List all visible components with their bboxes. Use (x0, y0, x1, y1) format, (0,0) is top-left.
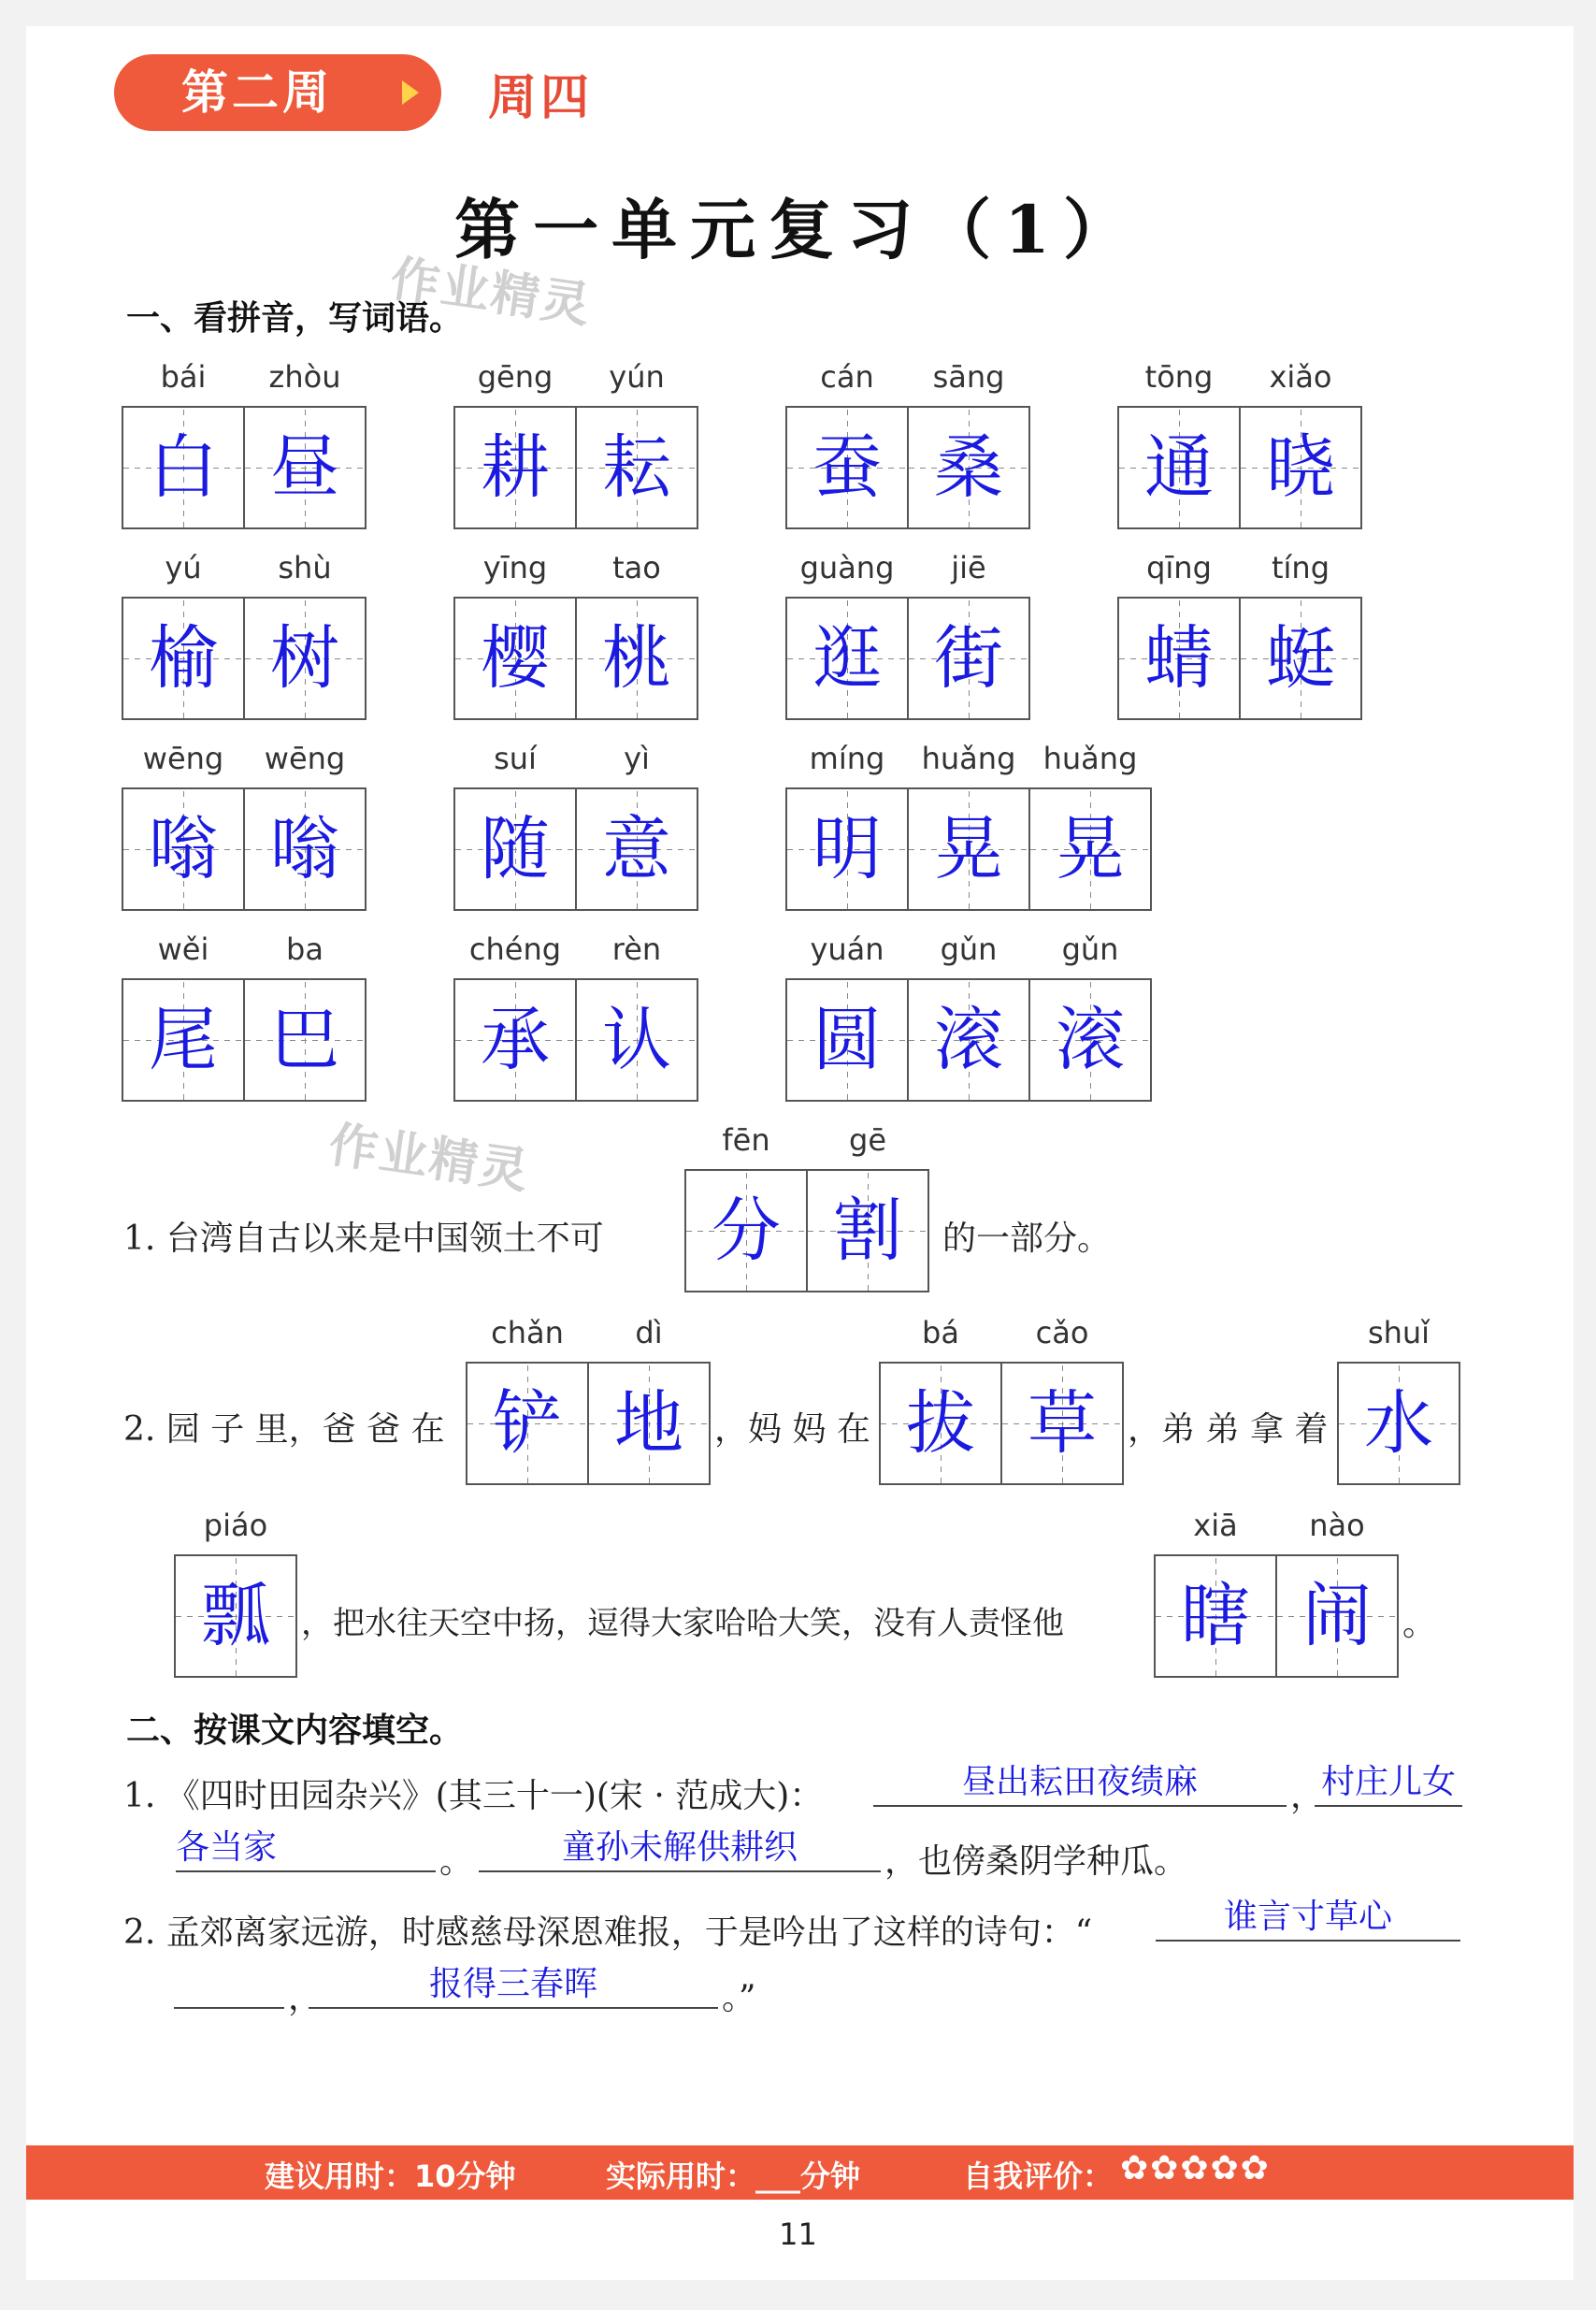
sentence-text: 。 (1402, 1605, 1437, 1643)
pinyin-label: bá (922, 1315, 959, 1350)
answer-char: 蜓 (1266, 618, 1335, 699)
answer-char: 嗡 (270, 809, 339, 889)
pinyin-label: wēng (264, 741, 346, 776)
pinyin-label: huǎng (1042, 741, 1138, 776)
pinyin-label: huǎng (921, 741, 1016, 776)
day-label: 周四 (488, 70, 594, 126)
answer-char: 通 (1144, 427, 1214, 508)
answer-char: 嗡 (149, 809, 218, 889)
pinyin-label: chéng (468, 931, 562, 967)
answer-text: 童孙未解供耕织 (561, 1828, 798, 1867)
pinyin-label: chǎn (491, 1315, 564, 1350)
sentence-text: ，把水往天空中扬，逗得大家哈哈大笑，没有人责怪他 (301, 1605, 1064, 1642)
word-grid (122, 359, 367, 529)
question-text: ，也傍桑阴学种瓜。 (884, 1842, 1188, 1881)
answer-char: 桃 (602, 618, 671, 699)
pinyin-label: cán (820, 359, 874, 395)
answer-char: 闹 (1302, 1576, 1372, 1656)
char-cell[interactable] (575, 931, 698, 1102)
answer-grid (684, 1122, 929, 1292)
pinyin-label: shuǐ (1367, 1315, 1431, 1350)
pinyin-label: guàng (799, 550, 895, 585)
char-cell[interactable] (575, 550, 698, 720)
pinyin-label: zhòu (268, 359, 341, 395)
answer-char: 滚 (1056, 1000, 1125, 1080)
word-grid (122, 931, 367, 1102)
pinyin-label: qīng (1146, 550, 1212, 585)
pinyin-label: yún (609, 359, 665, 395)
word-grid (453, 550, 698, 720)
pinyin-label: gēng (477, 359, 554, 395)
answer-blank[interactable] (1315, 1762, 1462, 1807)
char-cell[interactable] (243, 931, 367, 1102)
pinyin-label: míng (809, 741, 885, 776)
self-evaluation-label: 自我评价： (963, 2158, 1114, 2194)
answer-text: 各当家 (176, 1828, 278, 1867)
char-cell[interactable] (453, 550, 577, 720)
answer-char: 晓 (1266, 427, 1335, 508)
answer-blank[interactable] (176, 1827, 436, 1872)
word-grid (453, 931, 698, 1102)
char-cell[interactable] (466, 1315, 589, 1485)
char-cell[interactable] (1028, 741, 1152, 911)
answer-char: 瓢 (201, 1576, 270, 1656)
char-cell[interactable] (1239, 359, 1362, 529)
pinyin-label: shù (278, 550, 332, 585)
answer-char: 尾 (149, 1000, 218, 1080)
char-cell[interactable] (243, 550, 367, 720)
answer-blank[interactable] (873, 1762, 1287, 1807)
char-cell[interactable] (1117, 550, 1241, 720)
char-cell[interactable] (1028, 931, 1152, 1102)
word-grid (785, 931, 1152, 1102)
word-grid (785, 359, 1030, 529)
word-grid (785, 550, 1030, 720)
char-cell[interactable] (1154, 1508, 1277, 1678)
sentence-text: 2. 园 子 里，爸 爸 在 (123, 1410, 445, 1449)
answer-blank[interactable] (479, 1827, 881, 1872)
pinyin-label: jiē (951, 550, 986, 585)
pinyin-label: xiā (1193, 1508, 1238, 1543)
word-grid (1117, 550, 1362, 720)
pinyin-label: wěi (157, 931, 209, 967)
answer-char: 街 (934, 618, 1003, 699)
char-cell[interactable] (684, 1122, 808, 1292)
char-cell[interactable] (122, 931, 245, 1102)
char-cell[interactable] (122, 550, 245, 720)
answer-grid (174, 1508, 297, 1678)
watermark: 作业精灵 (387, 251, 596, 335)
pinyin-label: xiǎo (1269, 359, 1332, 395)
word-grid (453, 741, 698, 911)
char-cell[interactable] (1117, 359, 1241, 529)
answer-grid (466, 1315, 711, 1485)
answer-char: 逛 (812, 618, 882, 699)
pinyin-label: gǔn (940, 931, 998, 967)
answer-char: 耕 (481, 427, 550, 508)
pinyin-label: gǔn (1061, 931, 1119, 967)
pinyin-label: yú (165, 550, 202, 585)
char-cell[interactable] (1275, 1508, 1399, 1678)
answer-char: 承 (481, 1000, 550, 1080)
sentence-text: ，弟 弟 拿 着 (1128, 1410, 1329, 1449)
char-cell[interactable] (1337, 1315, 1460, 1485)
answer-char: 樱 (481, 618, 550, 699)
sentence-text: 1. 台湾自古以来是中国领土不可 (123, 1220, 604, 1258)
answer-text: 报得三春晖 (428, 1965, 597, 2003)
answer-char: 地 (614, 1383, 683, 1464)
answer-grid (879, 1315, 1124, 1485)
pinyin-label: yīng (482, 550, 548, 585)
suggested-time: 建议用时：10分钟 (265, 2158, 516, 2194)
char-cell[interactable] (122, 741, 245, 911)
question-text: 1. 《四时田园杂兴》(其三十一)(宋 · 范成大)： (123, 1777, 824, 1815)
answer-char: 瞎 (1181, 1576, 1250, 1656)
answer-char: 昼 (270, 427, 339, 508)
pinyin-label: sāng (932, 359, 1005, 395)
pinyin-label: suí (494, 741, 537, 776)
pinyin-label: gē (849, 1122, 886, 1158)
char-cell[interactable] (785, 359, 909, 529)
pinyin-label: yì (624, 741, 650, 776)
page-number: 11 (779, 2216, 817, 2252)
answer-char: 分 (712, 1191, 781, 1271)
answer-char: 认 (602, 1000, 671, 1080)
answer-char: 晃 (1056, 809, 1125, 889)
char-cell[interactable] (907, 550, 1030, 720)
answer-char: 随 (481, 809, 550, 889)
pinyin-label: wēng (142, 741, 224, 776)
answer-text: 谁言寸草心 (1223, 1898, 1392, 1936)
answer-char: 晃 (934, 809, 1003, 889)
answer-char: 蚕 (812, 427, 882, 508)
pinyin-label: tao (612, 550, 661, 585)
answer-char: 巴 (270, 1000, 339, 1080)
punctuation: ， (1290, 1777, 1325, 1815)
pinyin-label: cǎo (1035, 1315, 1089, 1350)
answer-char: 圆 (812, 1000, 882, 1080)
word-grid (453, 359, 698, 529)
char-cell[interactable] (785, 550, 909, 720)
question-text: 。” (722, 1979, 756, 2017)
word-grid (122, 550, 367, 720)
pinyin-label: bái (160, 359, 207, 395)
arrow-right-icon (402, 80, 419, 105)
answer-blank[interactable] (1156, 1897, 1460, 1942)
pinyin-label: yuán (810, 931, 884, 967)
answer-blank[interactable] (174, 1964, 284, 2009)
char-cell[interactable] (575, 741, 698, 911)
pinyin-label: dì (635, 1315, 663, 1350)
punctuation: 。 (439, 1842, 474, 1881)
answer-char: 白 (149, 427, 218, 508)
punctuation: ， (288, 1979, 323, 2017)
answer-char: 水 (1364, 1383, 1433, 1464)
word-grid (1117, 359, 1362, 529)
char-cell[interactable] (785, 741, 909, 911)
watermark: 作业精灵 (325, 1117, 534, 1201)
char-cell[interactable] (453, 359, 577, 529)
answer-char: 滚 (934, 1000, 1003, 1080)
pinyin-label: tōng (1144, 359, 1214, 395)
answer-char: 铲 (493, 1383, 562, 1464)
char-cell[interactable] (907, 931, 1030, 1102)
char-cell[interactable] (575, 359, 698, 529)
pinyin-label: piáo (203, 1508, 268, 1543)
section-heading: 一、看拼音，写词语。 (126, 299, 464, 338)
char-cell[interactable] (122, 359, 245, 529)
answer-char: 蜻 (1144, 618, 1214, 699)
actual-time[interactable]: 实际用时：___分钟 (606, 2158, 861, 2194)
pinyin-label: fēn (722, 1122, 770, 1158)
pinyin-label: ba (286, 931, 324, 967)
week-label: 第二周 (114, 54, 441, 131)
char-cell[interactable] (453, 931, 577, 1102)
answer-grid (1154, 1508, 1399, 1678)
char-cell[interactable] (243, 359, 367, 529)
char-cell[interactable] (1000, 1315, 1124, 1485)
answer-text: 昼出耘田夜绩麻 (961, 1763, 1198, 1801)
answer-char: 割 (833, 1191, 902, 1271)
rating-stars-icon[interactable]: ✿✿✿✿✿ (1120, 2149, 1271, 2187)
answer-text: 村庄儿女 (1320, 1763, 1456, 1801)
char-cell[interactable] (1239, 550, 1362, 720)
word-grid (785, 741, 1152, 911)
page-title: 第一单元复习（1） (454, 191, 1142, 268)
answer-char: 拔 (906, 1383, 975, 1464)
sentence-text: 的一部分。 (942, 1220, 1112, 1258)
pinyin-label: nào (1309, 1508, 1365, 1543)
answer-grid (1337, 1315, 1460, 1485)
footer-bar (26, 2145, 1574, 2200)
question-text: 2. 孟郊离家远游，时感慈母深恩难报，于是吟出了这样的诗句：“ (123, 1913, 1093, 1952)
section-heading: 二、按课文内容填空。 (126, 1711, 464, 1750)
char-cell[interactable] (587, 1315, 711, 1485)
char-cell[interactable] (907, 741, 1030, 911)
char-cell[interactable] (907, 359, 1030, 529)
pinyin-label: tíng (1271, 550, 1330, 585)
answer-blank[interactable] (309, 1964, 718, 2009)
answer-char: 意 (602, 809, 671, 889)
answer-char: 榆 (149, 618, 218, 699)
char-cell[interactable] (879, 1315, 1002, 1485)
char-cell[interactable] (174, 1508, 297, 1678)
answer-char: 耘 (602, 427, 671, 508)
sentence-text: ，妈 妈 在 (714, 1410, 870, 1449)
pinyin-label: rèn (611, 931, 662, 967)
answer-char: 明 (812, 809, 882, 889)
char-cell[interactable] (453, 741, 577, 911)
answer-char: 草 (1028, 1383, 1097, 1464)
word-grid (122, 741, 367, 911)
answer-char: 树 (270, 618, 339, 699)
char-cell[interactable] (243, 741, 367, 911)
char-cell[interactable] (806, 1122, 929, 1292)
char-cell[interactable] (785, 931, 909, 1102)
answer-char: 桑 (934, 427, 1003, 508)
